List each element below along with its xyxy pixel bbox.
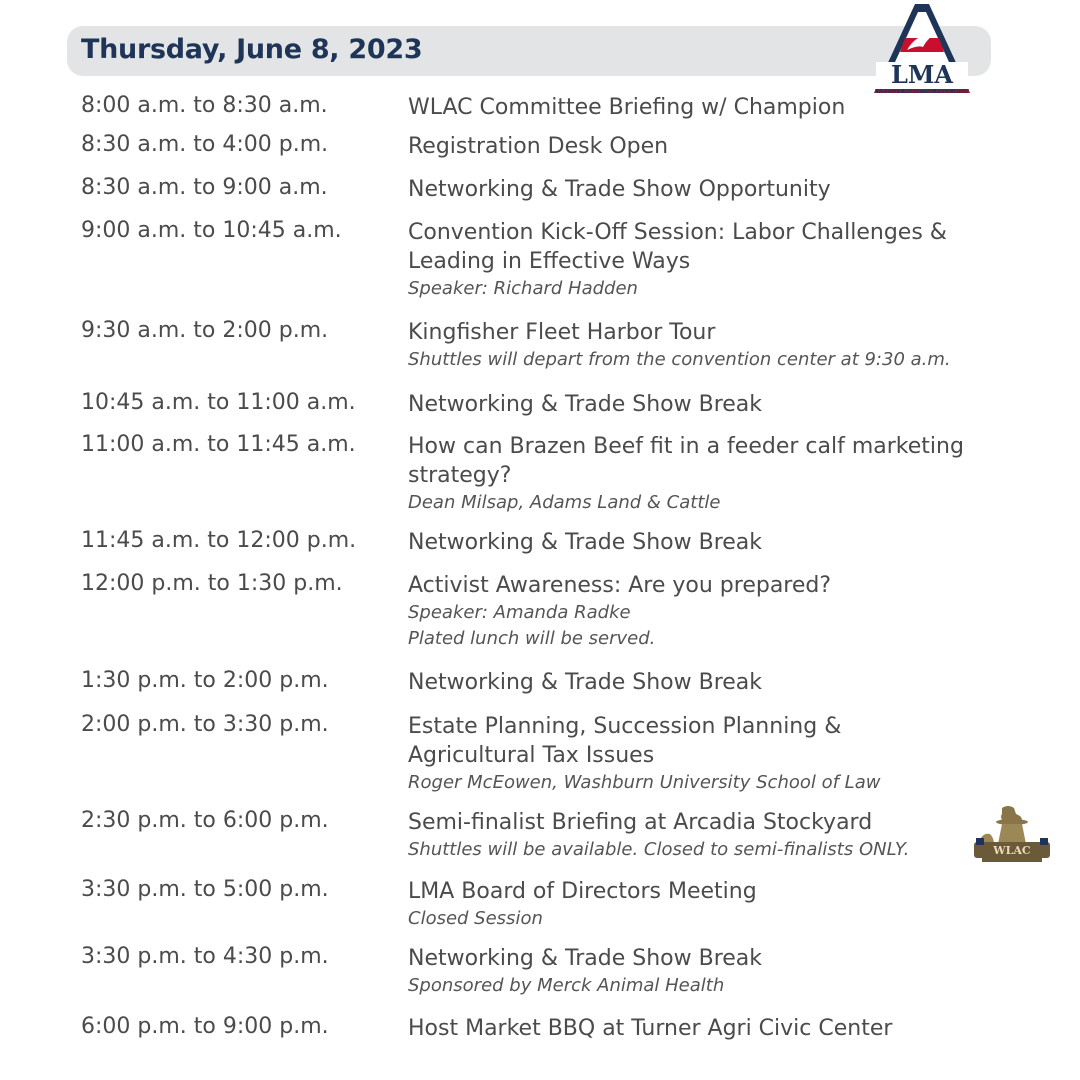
event-title: Networking & Trade Show Break bbox=[408, 946, 763, 971]
row-event bbox=[408, 877, 1028, 932]
row-event bbox=[408, 571, 1028, 652]
event-note: Shuttles will be available. Closed to semi-finalists ONLY. bbox=[408, 839, 910, 860]
wlac-logo bbox=[972, 804, 1052, 866]
event-note: Closed Session bbox=[408, 908, 543, 929]
event-title: How can Brazen Beef fit in a feeder calf marketing bbox=[408, 434, 964, 459]
row-time: 6:00 p.m. to 9:00 p.m. bbox=[81, 1014, 329, 1039]
row-time: 9:30 a.m. to 2:00 p.m. bbox=[81, 318, 329, 343]
row-time: 8:00 a.m. to 8:30 a.m. bbox=[81, 93, 328, 118]
event-title: Networking & Trade Show Break bbox=[408, 530, 763, 555]
event-title: WLAC Committee Briefing w/ Champion bbox=[408, 95, 846, 120]
row-event bbox=[408, 432, 1028, 516]
event-note: Shuttles will depart from the convention center at 9:30 a.m. bbox=[408, 349, 951, 370]
event-note: Roger McEowen, Washburn University School of Law bbox=[408, 772, 881, 793]
row-event bbox=[408, 528, 1028, 557]
wlac-logo-text: WLAC bbox=[993, 844, 1031, 857]
date-header bbox=[67, 26, 991, 76]
event-note: Speaker: Richard Hadden bbox=[408, 278, 638, 299]
row-time: 9:00 a.m. to 10:45 a.m. bbox=[81, 218, 342, 243]
row-event bbox=[408, 1014, 1028, 1043]
event-title: Networking & Trade Show Break bbox=[408, 392, 763, 417]
row-time: 3:30 p.m. to 4:30 p.m. bbox=[81, 944, 329, 969]
row-event bbox=[408, 218, 1028, 302]
row-time: 10:45 a.m. to 11:00 a.m. bbox=[81, 390, 356, 415]
event-title: Activist Awareness: Are you prepared? bbox=[408, 573, 832, 598]
row-time: 8:30 a.m. to 4:00 p.m. bbox=[81, 132, 329, 157]
event-title: strategy? bbox=[408, 463, 512, 488]
event-title: Agricultural Tax Issues bbox=[408, 743, 655, 768]
lma-logo-tagline: LIVESTOCK MARKETING ASSOCIATION bbox=[874, 89, 970, 95]
row-time: 11:00 a.m. to 11:45 a.m. bbox=[81, 432, 356, 457]
event-title: Networking & Trade Show Opportunity bbox=[408, 177, 831, 202]
lma-logo-text: LMA bbox=[890, 60, 954, 89]
lma-logo bbox=[862, 0, 982, 100]
row-event bbox=[408, 93, 1028, 122]
row-event bbox=[408, 132, 1028, 161]
row-event bbox=[408, 668, 1028, 697]
row-event bbox=[408, 712, 1028, 796]
event-note: Plated lunch will be served. bbox=[408, 628, 656, 649]
event-title: Host Market BBQ at Turner Agri Civic Center bbox=[408, 1016, 893, 1041]
row-time: 12:00 p.m. to 1:30 p.m. bbox=[81, 571, 343, 596]
row-time: 3:30 p.m. to 5:00 p.m. bbox=[81, 877, 329, 902]
row-time: 2:00 p.m. to 3:30 p.m. bbox=[81, 712, 329, 737]
row-time: 8:30 a.m. to 9:00 a.m. bbox=[81, 175, 328, 200]
row-event bbox=[408, 175, 1028, 204]
row-event bbox=[408, 390, 1028, 419]
event-note: Speaker: Amanda Radke bbox=[408, 602, 631, 623]
row-event bbox=[408, 318, 1028, 373]
page-title: Thursday, June 8, 2023 bbox=[81, 34, 423, 65]
event-note: Sponsored by Merck Animal Health bbox=[408, 975, 725, 996]
event-title: LMA Board of Directors Meeting bbox=[408, 879, 757, 904]
row-time: 2:30 p.m. to 6:00 p.m. bbox=[81, 808, 329, 833]
row-time: 1:30 p.m. to 2:00 p.m. bbox=[81, 668, 329, 693]
event-title: Estate Planning, Succession Planning & bbox=[408, 714, 842, 739]
row-event bbox=[408, 944, 1028, 999]
event-title: Leading in Effective Ways bbox=[408, 249, 691, 274]
event-title: Kingfisher Fleet Harbor Tour bbox=[408, 320, 716, 345]
event-title: Networking & Trade Show Break bbox=[408, 670, 763, 695]
event-title: Registration Desk Open bbox=[408, 134, 669, 159]
event-title: Convention Kick-Off Session: Labor Challenges & bbox=[408, 220, 947, 245]
row-time: 11:45 a.m. to 12:00 p.m. bbox=[81, 528, 357, 553]
event-title: Semi-finalist Briefing at Arcadia Stockyard bbox=[408, 810, 873, 835]
event-note: Dean Milsap, Adams Land & Cattle bbox=[408, 492, 721, 513]
row-event bbox=[408, 808, 1028, 863]
